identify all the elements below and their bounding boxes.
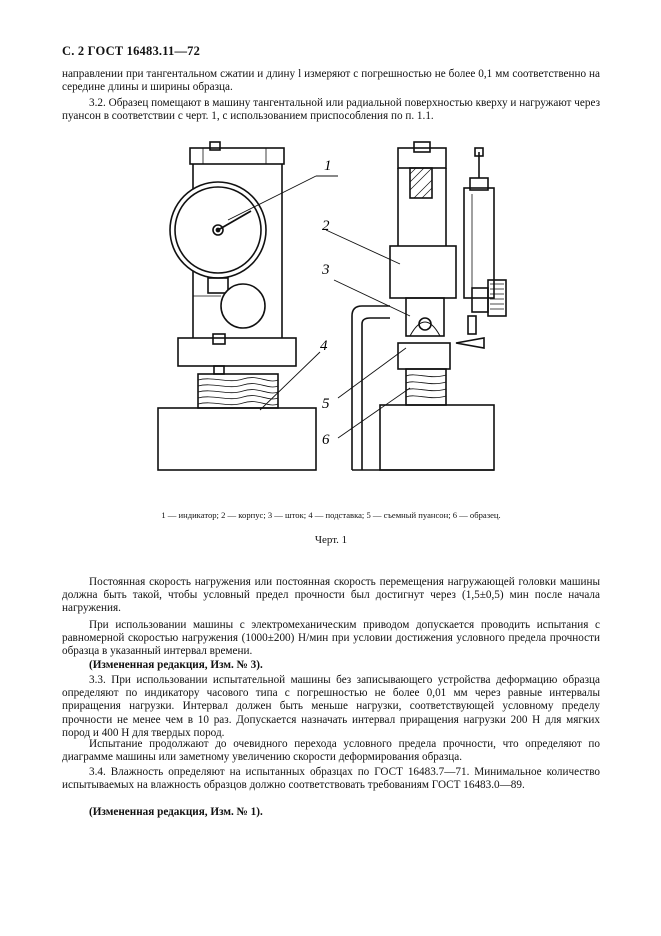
amendment-note-1: (Измененная редакция, Изм. № 1). bbox=[89, 806, 263, 818]
figure-label-4: 4 bbox=[320, 338, 328, 354]
paragraph-3-2: 3.2. Образец помещают в машину тангентальной или радиальной поверхностью кверху и нагружают через пуансон в соответствии с черт. 1, с использованием приспособления по п. 1.1. bbox=[62, 97, 600, 123]
figure-label-6: 6 bbox=[322, 432, 330, 448]
figure-caption: 1 — индикатор; 2 — корпус; 3 — шток; 4 — подставка; 5 — съемный пуансон; 6 — образец. bbox=[161, 510, 501, 520]
paragraph-loading-rate: Постоянная скорость нагружения или постоянная скорость перемещения нагружающей головки машины должна быть такой, чтобы условный предел прочности был достигнут через (1,5±0,5) мин после начала нагружения. bbox=[62, 576, 600, 615]
paragraph-test-continue: Испытание продолжают до очевидного перехода условного предела прочности, что определяют по диаграмме машины или заметному увеличению скорости деформирования образца. bbox=[62, 738, 600, 764]
paragraph-3-4: 3.4. Влажность определяют на испытанных образцах по ГОСТ 16483.7—71. Минимальное количество испытываемых на влажность образцов должно соответствовать требованиям ГОСТ 16483.0—89. bbox=[62, 766, 600, 792]
figure-1-drawing bbox=[148, 138, 508, 483]
paragraph-3-3: 3.3. При использовании испытательной машины без записывающего устройства деформацию образца определяют по индикатору часового типа с погрешностью не более 0,01 мм через равные интервалы приращения нагрузки. Интервал должен быть меньше нагрузки, соответствующей условному пределу прочности не менее чем в 10 раз. Допускается назначать интервал приращения нагрузки 200 Н для мягких пород и 400 Н для твердых пород. bbox=[62, 674, 600, 739]
page-header: С. 2 ГОСТ 16483.11—72 bbox=[62, 44, 201, 58]
figure-label-3: 3 bbox=[322, 262, 330, 278]
figure-title: Черт. 1 bbox=[314, 534, 348, 546]
figure-label-1: 1 bbox=[324, 158, 332, 174]
paragraph-1: направлении при тангентальном сжатии и длину l измеряют с погрешностью не более 0,1 мм соответственно на середине длины и ширины образца. bbox=[62, 68, 600, 94]
figure-label-2: 2 bbox=[322, 218, 330, 234]
paragraph-electromechanical: При использовании машины с электромеханическим приводом допускается проводить испытания с равномерной скоростью нагружения (1000±200) Н/мин при условии достижения условного предела прочности образца в указанный интервал времени. bbox=[62, 619, 600, 658]
amendment-note-3: (Измененная редакция, Изм. № 3). bbox=[89, 659, 263, 671]
figure-label-5: 5 bbox=[322, 396, 330, 412]
